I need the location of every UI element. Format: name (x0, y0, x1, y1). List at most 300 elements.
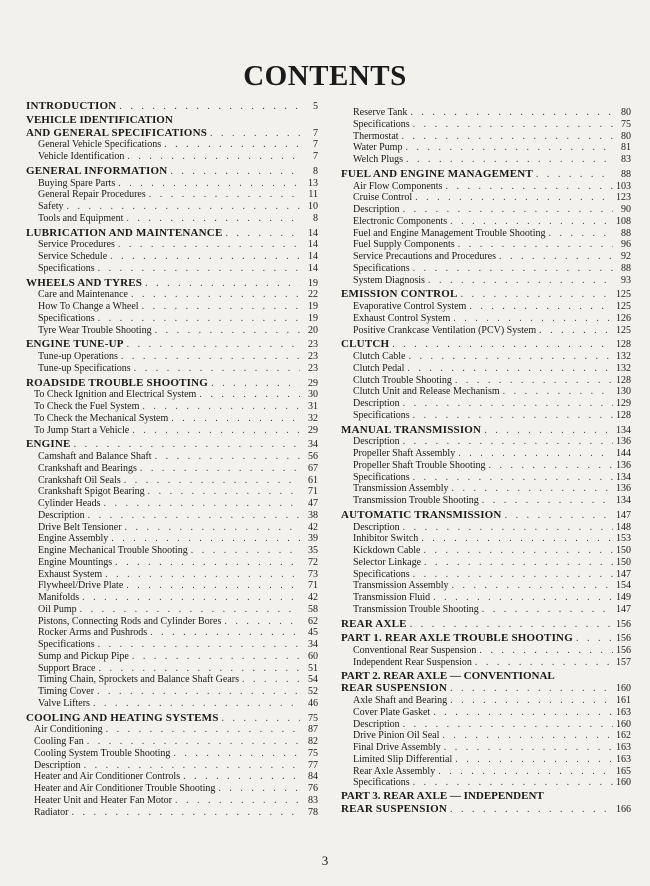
toc-page-number: 72 (308, 556, 318, 568)
dot-leader (145, 278, 300, 290)
dot-leader (461, 289, 613, 301)
toc-page-number: 60 (308, 650, 318, 662)
toc-subentry (341, 604, 631, 616)
dot-leader (93, 698, 300, 710)
toc-page-number: 132 (616, 362, 631, 374)
toc-subentry (341, 154, 631, 166)
toc-page-number: 10 (308, 201, 318, 212)
dot-leader (482, 604, 613, 616)
toc-entry-title: Service Schedule (38, 251, 108, 262)
toc-page-number: 125 (616, 289, 631, 301)
dot-leader (119, 101, 300, 113)
toc-page-number: 136 (616, 483, 631, 495)
toc-page-number: 93 (621, 274, 631, 286)
toc-subentry (341, 730, 631, 742)
toc-entry-title: Evaporative Control System (353, 301, 467, 312)
toc-page-number: 125 (616, 301, 631, 312)
toc-entry-title: Specifications (353, 568, 410, 580)
toc-subentry (341, 695, 631, 707)
toc-page-number: 147 (616, 509, 631, 521)
dot-leader (82, 592, 300, 604)
toc-subentry (26, 401, 318, 413)
toc-subentry (341, 204, 631, 216)
dot-leader (111, 533, 300, 545)
dot-leader (438, 766, 613, 778)
dot-leader (106, 724, 300, 736)
dot-leader (403, 522, 613, 534)
dot-leader (118, 178, 300, 190)
toc-subentry (26, 351, 318, 363)
toc-subentry (341, 777, 631, 789)
toc-page-number: 29 (308, 424, 318, 436)
dot-leader (88, 510, 300, 522)
toc-subentry (26, 151, 318, 163)
dot-leader (99, 663, 301, 675)
toc-entry-title: Clutch Unit and Release Mechanism (353, 386, 500, 398)
toc-subentry (26, 498, 318, 510)
toc-entry-title: Specifications (38, 312, 95, 324)
toc-page-number: 160 (616, 683, 631, 695)
toc-subentry (341, 436, 631, 448)
toc-page-number: 161 (616, 695, 631, 706)
toc-entry-title: Positive Crankcase Ventilation (PCV) System (353, 324, 537, 336)
toc-entry-title: Crankshaft Oil Seals (38, 474, 121, 486)
toc-page-number: 134 (616, 495, 631, 506)
toc-entry-title: Transmission Trouble Shooting (353, 495, 479, 506)
toc-page-number: 166 (616, 803, 631, 815)
dot-leader (405, 142, 613, 154)
toc-page-number: 47 (308, 498, 318, 509)
toc-entry-title: Heater and Air Conditioner Trouble Shooting (34, 783, 216, 794)
toc-page-number: 58 (308, 603, 318, 615)
toc-page-number: 81 (621, 142, 631, 154)
toc-subentry (26, 807, 318, 819)
toc-section-entry (26, 228, 318, 240)
toc-page-number: 82 (308, 736, 318, 747)
dot-leader (576, 633, 613, 645)
toc-entry-title: Exhaust Control System (353, 312, 451, 324)
dot-leader (445, 181, 613, 193)
dot-leader (433, 592, 613, 604)
dot-leader (410, 107, 613, 119)
toc-subentry (26, 533, 318, 545)
dot-leader (80, 604, 300, 616)
toc-subentry (26, 557, 318, 569)
toc-page-number: 19 (308, 312, 318, 324)
toc-entry-title: Conventional Rear Suspension (353, 645, 477, 656)
toc-page-number: 80 (621, 130, 631, 142)
toc-subentry (341, 460, 631, 472)
toc-page-number: 14 (308, 239, 318, 251)
dot-leader (175, 795, 300, 807)
toc-subentry (341, 313, 631, 325)
toc-entry-title: To Check Ignition and Electrical System (34, 389, 197, 401)
toc-subentry (341, 192, 631, 204)
toc-page-number: 88 (621, 227, 631, 239)
toc-entry-title: Specifications (353, 777, 410, 789)
dot-leader (183, 771, 300, 783)
toc-entry-title: REAR SUSPENSION (341, 802, 447, 815)
dot-leader (489, 460, 613, 472)
toc-page-number: 39 (308, 533, 318, 545)
toc-subentry (341, 657, 631, 669)
toc-entry-title: Oil Pump (38, 603, 77, 615)
dot-leader (392, 339, 613, 351)
toc-page-number: 134 (616, 424, 631, 436)
toc-page-number: 31 (308, 401, 318, 412)
dot-leader (115, 557, 300, 569)
toc-page-number: 80 (621, 107, 631, 118)
dot-leader (410, 619, 613, 631)
toc-subentry (26, 463, 318, 475)
toc-page-number: 29 (308, 377, 318, 389)
toc-entry-title: Transmission Assembly (353, 483, 449, 495)
toc-entry-title: Heater Unit and Heater Fan Motor (34, 794, 173, 806)
dot-leader (450, 695, 613, 707)
toc-entry-title: Description (353, 398, 400, 409)
toc-subentry (341, 325, 631, 337)
dot-leader (126, 213, 300, 225)
toc-entry-title: Description (353, 521, 400, 533)
toc-page-number: 77 (308, 759, 318, 771)
toc-entry-title: Cooling Fan (34, 736, 84, 747)
toc-page-number: 134 (616, 471, 631, 483)
toc-page-number: 51 (308, 662, 318, 674)
toc-subentry (341, 448, 631, 460)
toc-entry-title: To Check the Mechanical System (34, 412, 169, 424)
toc-subentry (341, 645, 631, 657)
toc-subentry (341, 363, 631, 375)
dot-leader (224, 616, 300, 628)
dot-leader (171, 413, 300, 425)
toc-page-number: 76 (308, 783, 318, 794)
toc-entry-title: Safety (38, 201, 64, 212)
toc-section-entry (341, 633, 631, 645)
toc-page-number: 8 (313, 165, 318, 177)
dot-leader (118, 239, 300, 251)
dot-leader (211, 378, 300, 390)
toc-subentry (341, 216, 631, 228)
dot-leader (451, 580, 613, 592)
toc-entry-title: ENGINE (26, 438, 71, 451)
toc-entry-title: Service Procedures (38, 239, 115, 251)
dot-leader (98, 263, 300, 275)
toc-subentry (341, 557, 631, 569)
toc-entry-title: Cruise Control (353, 192, 413, 204)
toc-page-number: 90 (621, 204, 631, 215)
toc-entry-title: Propeller Shaft Assembly (353, 448, 456, 459)
toc-section-heading (341, 671, 631, 683)
toc-page-number: 23 (308, 362, 318, 374)
dot-leader (421, 533, 613, 545)
toc-page-number: 92 (621, 251, 631, 262)
dot-leader (428, 275, 613, 287)
toc-entry-title: Rocker Arms and Pushrods (38, 627, 148, 639)
toc-subentry (26, 178, 318, 190)
toc-right-column (341, 107, 631, 816)
toc-page-number: 136 (616, 459, 631, 471)
toc-subentry (26, 251, 318, 263)
toc-entry-title: Engine Mechanical Trouble Shooting (38, 545, 188, 556)
toc-subentry (341, 131, 631, 143)
toc-entry-title: Crankshaft Spigot Bearing (38, 486, 145, 498)
dot-leader (479, 645, 613, 657)
dot-leader (105, 569, 300, 581)
toc-page-number: 150 (616, 545, 631, 556)
toc-subentry (341, 351, 631, 363)
toc-page-number: 88 (621, 262, 631, 274)
dot-leader (450, 683, 613, 695)
dot-leader (469, 301, 613, 313)
toc-subentry (341, 275, 631, 287)
toc-entry-title: Description (353, 204, 400, 215)
toc-subentry (341, 398, 631, 410)
toc-subentry (26, 301, 318, 313)
dot-leader (403, 204, 613, 216)
dot-leader (150, 627, 300, 639)
toc-subentry (341, 766, 631, 778)
toc-subentry (341, 472, 631, 484)
toc-page-number: 34 (308, 639, 318, 650)
toc-subentry (341, 239, 631, 251)
dot-leader (499, 251, 613, 263)
dot-leader (413, 263, 613, 275)
toc-page-number: 128 (616, 339, 631, 351)
toc-entry-title: Radiator (34, 806, 69, 818)
toc-page-number: 71 (308, 580, 318, 592)
dot-leader (110, 251, 300, 263)
dot-leader (222, 713, 300, 725)
toc-entry-title: Thermostat (353, 130, 399, 142)
toc-entry-title: To Check the Fuel System (34, 401, 140, 412)
dot-leader (104, 498, 301, 510)
toc-entry-title: GENERAL INFORMATION (26, 164, 168, 177)
toc-subentry (26, 522, 318, 534)
toc-section-entry (26, 101, 318, 113)
toc-entry-title: Vehicle Identification (38, 151, 125, 162)
toc-subentry (341, 569, 631, 581)
toc-page-number: 123 (616, 192, 631, 204)
toc-page-number: 96 (621, 239, 631, 251)
toc-subentry (341, 495, 631, 507)
dot-leader (403, 436, 613, 448)
dot-leader (132, 425, 300, 437)
toc-entry-title: REAR SUSPENSION (341, 682, 447, 695)
toc-page-number: 35 (308, 545, 318, 556)
toc-page-number: 46 (308, 697, 318, 709)
toc-entry-title: Manifolds (38, 592, 80, 603)
toc-entry-title: System Diagnosis (353, 274, 425, 286)
toc-subentry (341, 719, 631, 731)
toc-page-number: 73 (308, 568, 318, 580)
toc-subentry (341, 742, 631, 754)
toc-section-entry (26, 278, 318, 290)
toc-entry-title: EMISSION CONTROL (341, 288, 458, 301)
toc-subentry (26, 213, 318, 225)
toc-entry-title: Final Drive Assembly (353, 742, 441, 753)
toc-entry-title: Selector Linkage (353, 556, 422, 568)
dot-leader (403, 719, 613, 731)
toc-subentry (341, 228, 631, 240)
dot-leader (433, 707, 613, 719)
toc-entry-title: Transmission Fluid (353, 592, 431, 603)
toc-page-number: 13 (308, 177, 318, 189)
toc-subentry (26, 289, 318, 301)
toc-subentry (341, 263, 631, 275)
toc-page-number: 126 (616, 312, 631, 324)
toc-page-number: 150 (616, 556, 631, 568)
toc-page-number: 160 (616, 718, 631, 730)
dot-leader (402, 131, 613, 143)
toc-subentry (26, 201, 318, 213)
toc-entry-title: Buying Spare Parts (38, 177, 116, 189)
toc-entry-title: Tune-up Operations (38, 351, 118, 362)
dot-leader (406, 154, 613, 166)
toc-entry-title: Cylinder Heads (38, 498, 101, 509)
toc-page-number: 14 (308, 262, 318, 274)
toc-page-number: 14 (308, 251, 318, 262)
toc-subentry (341, 410, 631, 422)
dot-leader (413, 119, 613, 131)
toc-entry-title: Air Flow Components (353, 180, 443, 192)
dot-leader (98, 639, 300, 651)
toc-subentry (341, 592, 631, 604)
dot-leader (407, 363, 613, 375)
toc-page-number: 22 (308, 289, 318, 301)
toc-page-number: 128 (616, 374, 631, 386)
dot-leader (148, 486, 300, 498)
toc-page-number: 132 (616, 351, 631, 362)
toc-entry-title: Specifications (38, 262, 95, 274)
toc-page-number: 7 (313, 139, 318, 151)
dot-leader (415, 192, 613, 204)
toc-subentry (26, 771, 318, 783)
toc-section-heading (26, 115, 318, 127)
toc-entry-title: PART 2. REAR AXLE — CONVENTIONAL (341, 669, 555, 682)
toc-section-entry (341, 510, 631, 522)
toc-subentry (26, 748, 318, 760)
dot-leader (121, 351, 300, 363)
toc-page-number: 83 (308, 794, 318, 806)
toc-subentry (26, 736, 318, 748)
toc-subentry (26, 760, 318, 772)
toc-page-number: 23 (308, 339, 318, 351)
toc-page-number: 7 (313, 151, 318, 162)
toc-entry-title: Flywheel/Drive Plate (38, 580, 124, 592)
toc-page-number: 147 (616, 568, 631, 580)
toc-page-number: 154 (616, 580, 631, 592)
toc-subentry (26, 569, 318, 581)
toc-entry-title: Transmission Assembly (353, 580, 449, 592)
toc-section-entry (26, 378, 318, 390)
toc-subentry (26, 413, 318, 425)
toc-subentry (341, 375, 631, 387)
toc-subentry (341, 522, 631, 534)
toc-entry-title: Support Brace (38, 662, 96, 674)
dot-leader (170, 166, 300, 178)
dot-leader (131, 289, 300, 301)
toc-page-number: 19 (308, 277, 318, 289)
toc-entry-title: AND GENERAL SPECIFICATIONS (26, 126, 208, 139)
dot-leader (475, 657, 613, 669)
toc-subentry (26, 389, 318, 401)
toc-entry-title: Fuel and Engine Management Trouble Shooting (353, 227, 546, 239)
toc-entry-title: Engine Assembly (38, 533, 109, 545)
toc-section-entry (341, 289, 631, 301)
toc-entry-title: Clutch Cable (353, 351, 406, 362)
toc-page-number: 156 (616, 618, 631, 630)
toc-subentry (26, 486, 318, 498)
toc-page-number: 20 (308, 324, 318, 336)
toc-page-number: 144 (616, 448, 631, 459)
toc-subentry (26, 783, 318, 795)
toc-entry-title: How To Change a Wheel (38, 301, 139, 312)
toc-entry-title: Description (353, 436, 400, 448)
toc-section-entry (341, 425, 631, 437)
toc-entry-title: Independent Rear Suspension (353, 656, 472, 668)
toc-subentry (26, 616, 318, 628)
toc-section-entry (26, 166, 318, 178)
toc-page-number: 156 (616, 645, 631, 656)
dot-leader (218, 783, 300, 795)
toc-page-number: 148 (616, 521, 631, 533)
toc-entry-title: Description (38, 509, 85, 521)
toc-entry-title: REAR AXLE (341, 617, 407, 630)
toc-page-number: 87 (308, 724, 318, 736)
toc-section-entry (341, 804, 631, 816)
dot-leader (413, 410, 613, 422)
toc-entry-title: Transmission Trouble Shooting (353, 603, 479, 615)
dot-leader (451, 483, 613, 495)
toc-subentry (26, 592, 318, 604)
dot-leader (424, 545, 614, 557)
toc-page-number: 147 (616, 603, 631, 615)
toc-page-number: 103 (616, 180, 631, 192)
toc-entry-title: MANUAL TRANSMISSION (341, 423, 482, 436)
toc-entry-title: Clutch Trouble Shooting (353, 374, 452, 386)
toc-page-number: 125 (616, 324, 631, 336)
dot-leader (155, 325, 300, 337)
dot-leader (98, 313, 300, 325)
toc-page-number: 7 (313, 127, 318, 139)
toc-section-entry (26, 128, 318, 140)
toc-subentry (26, 451, 318, 463)
toc-page-number: 136 (616, 436, 631, 448)
toc-subentry (341, 181, 631, 193)
toc-subentry (26, 663, 318, 675)
page-title: CONTENTS (243, 60, 407, 92)
toc-subentry (26, 686, 318, 698)
dot-leader (226, 228, 301, 240)
toc-entry-title: Electronic Components (353, 215, 448, 227)
dot-leader (124, 475, 300, 487)
toc-page-number: 163 (616, 742, 631, 753)
toc-entry-title: Specifications (353, 471, 410, 483)
toc-left-column (26, 100, 318, 818)
toc-subentry (26, 545, 318, 557)
dot-leader (413, 569, 613, 581)
toc-page-number: 30 (308, 389, 318, 401)
toc-entry-title: Water Pump (353, 142, 403, 154)
toc-page-number: 108 (616, 215, 631, 227)
toc-entry-title: Propeller Shaft Trouble Shooting (353, 459, 486, 471)
dot-leader (409, 351, 614, 363)
toc-subentry (26, 604, 318, 616)
dot-leader (84, 760, 300, 772)
dot-leader (484, 425, 613, 437)
page-number: 3 (321, 853, 329, 868)
toc-entry-title: PART 1. REAR AXLE TROUBLE SHOOTING (341, 632, 573, 645)
